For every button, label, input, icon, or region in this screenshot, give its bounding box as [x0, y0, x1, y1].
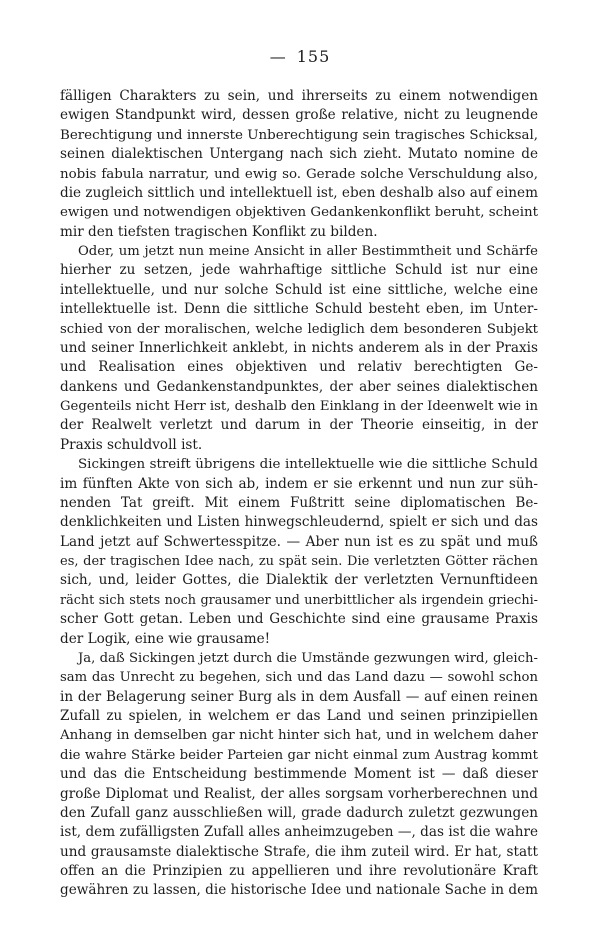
text-line: Zufall zu spielen, in welchem er das Land und seinen prinzipiellen — [60, 708, 538, 724]
text-line: scher Gott getan. Leben und Geschichte sind eine grausame Praxis — [60, 611, 538, 628]
text-line: ewigen und notwendigen objektiven Gedankenkonflikt beruht, scheint — [60, 205, 538, 221]
text-line: und grausamste dialektische Strafe, die ihm zuteil wird. Er hat, statt — [60, 843, 538, 860]
text-line: gewähren zu lassen, die historische Idee und nationale Sache in dem — [60, 882, 538, 899]
text-line: sich, und, leider Gottes, die Dialektik der verletzten Vernunftideen — [60, 572, 538, 589]
page-header — [0, 44, 600, 70]
text-line: mir den tiefsten tragischen Konflikt zu bilden. — [60, 223, 378, 240]
text-line: Ja, daß Sickingen jetzt durch die Umstände gezwungen wird, gleich- — [78, 650, 538, 666]
text-line: schied von der moralischen, welche lediglich dem besonderen Subjekt — [60, 321, 538, 337]
text-line: fälligen Charakters zu sein, und ihrerseits zu einem notwendigen — [60, 88, 538, 104]
text-line: intellektuelle, und nur solche Schuld ist eine sittliche, welche eine — [60, 281, 538, 298]
text-line: Land jetzt auf Schwertesspitze. — Aber nun ist es zu spät und muß — [60, 533, 538, 550]
text-line: rächt sich stets noch grausamer und unerbittlicher als irgendein griechi- — [60, 592, 538, 608]
text-line: die wahre Stärke beider Parteien gar nicht einmal zum Austrag kommt — [60, 747, 538, 763]
text-line: Berechtigung und innerste Unberechtigung sein tragisches Schicksal, — [60, 127, 538, 143]
header-dash: — — [269, 47, 287, 66]
paragraph — [60, 242, 538, 455]
text-line: Oder, um jetzt nun meine Ansicht in aller Bestimmtheit und Schärfe — [78, 244, 538, 259]
text-line: Sickingen streift übrigens die intellektuelle wie die sittliche Schuld — [78, 457, 538, 473]
text-line: nenden Tat greift. Mit einem Fußtritt seine diplomatischen Be- — [60, 494, 538, 511]
text-line: der Realwelt verletzt und darum in der Theorie einseitig, in der — [60, 417, 538, 434]
text-line: ist, dem zufälligsten Zufall alles anheimzugeben —, das ist die wahre — [60, 824, 538, 841]
text-line: und das die Entscheidung bestimmende Moment ist — daß dieser — [60, 766, 538, 783]
page-number: 155 — [296, 47, 331, 66]
text-line: und seiner Innerlichkeit anklebt, in nichts anderem als in der Praxis — [60, 339, 538, 356]
body-text — [60, 87, 538, 901]
text-line: und Realisation eines objektiven und relativ berechtigten Ge- — [60, 359, 538, 376]
text-line: ewigen Standpunkt wird, dessen große relative, nicht zu leugnende — [60, 107, 538, 124]
text-line: nobis fabula narratur, und ewig so. Gerade solche Verschuldung also, — [60, 166, 538, 182]
text-line: Anhang in demselben gar nicht hinter sich hat, und in welchem daher — [60, 728, 538, 744]
text-line: offen an die Prinzipien zu appellieren und ihre revolutionäre Kraft — [60, 863, 538, 879]
text-line: Gegenteils nicht Herr ist, deshalb den Einklang in der Ideenwelt wie in — [60, 399, 538, 414]
text-line: es, der tragischen Idee nach, zu spät sein. Die verletzten Götter rächen — [60, 554, 538, 569]
text-line: hierher zu setzen, jede wahrhaftige sittliche Schuld ist nur eine — [60, 262, 538, 279]
text-line: der Logik, eine wie grausame! — [60, 630, 271, 647]
text-line: dankens und Gedankenstandpunktes, der aber seines dialektischen — [60, 378, 538, 395]
paragraph — [60, 455, 538, 649]
paragraph — [60, 649, 538, 901]
text-line: Praxis schuldvoll ist. — [60, 436, 203, 453]
text-line: große Diplomat und Realist, der alles sorgsam vorherberechnen und — [60, 785, 538, 802]
text-line: die zugleich sittlich und intellektuell ist, eben deshalb also auf einem — [60, 184, 538, 201]
text-line: in der Belagerung seiner Burg als in dem Ausfall — auf einen reinen — [60, 688, 538, 705]
text-line: seinen dialektischen Untergang nach sich zieht. Mutato nomine de — [60, 146, 538, 163]
paragraph — [60, 87, 538, 242]
text-line: sam das Unrecht zu begehen, sich und das Land dazu — sowohl schon — [60, 670, 538, 686]
text-line: den Zufall ganz ausschließen will, grade dadurch zuletzt gezwungen — [60, 804, 538, 821]
text-line: im fünften Akte von sich ab, indem er sie erkennt und nun zur süh- — [60, 475, 538, 492]
text-line: denklichkeiten und Listen hinwegschleudernd, spielt er sich und das — [60, 514, 538, 531]
text-line: intellektuelle ist. Denn die sittliche Schuld besteht eben, im Unter- — [60, 301, 538, 318]
